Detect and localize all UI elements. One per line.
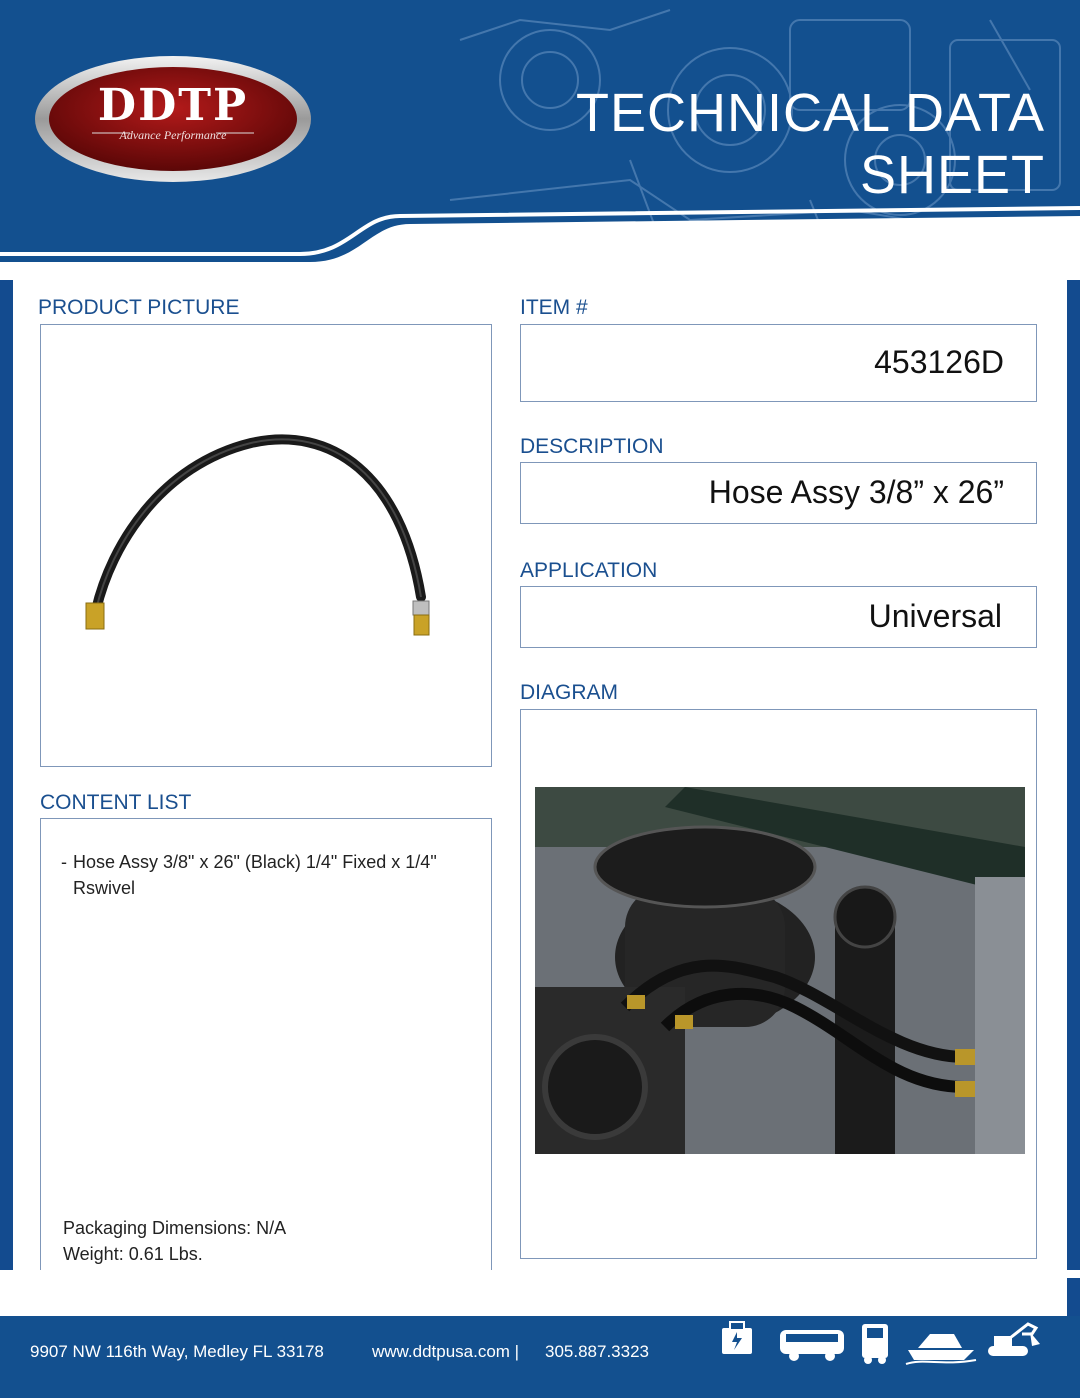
diagram-label: DIAGRAM — [520, 681, 619, 704]
content-list-label: CONTENT LIST — [40, 791, 192, 814]
application-label: APPLICATION — [520, 559, 658, 582]
content-list-box — [40, 818, 492, 1292]
bus-icon — [780, 1330, 844, 1361]
footer-address: 9907 NW 116th Way, Medley FL 33178 — [30, 1342, 324, 1361]
application-box — [520, 586, 1037, 648]
footer-icons — [718, 1320, 1048, 1366]
hose-product-image — [41, 325, 491, 765]
description-value: Hose Assy 3/8” x 26” — [708, 473, 1004, 510]
footer-phone: 305.887.3323 — [545, 1342, 649, 1361]
yacht-icon — [906, 1334, 976, 1364]
description-box — [520, 462, 1037, 524]
item-number-value: 453126D — [874, 343, 1004, 380]
excavator-icon — [988, 1324, 1040, 1356]
product-picture-label: PRODUCT PICTURE — [38, 296, 240, 319]
logo-text: DDTP — [97, 80, 249, 131]
product-picture-box — [40, 324, 492, 767]
logo-tagline: Advance Performance — [119, 128, 227, 142]
page-title: TECHNICAL DATA SHEET — [575, 83, 1045, 205]
weight: Weight: 0.61 Lbs. — [63, 1244, 203, 1264]
diagram-photo — [535, 787, 1025, 1154]
list-item: - Hose Assy 3/8" x 26" (Black) 1/4" Fixed x 1/4" Rswivel — [61, 852, 437, 898]
generator-icon — [722, 1322, 752, 1354]
footer-website[interactable]: www.ddtpusa.com | — [372, 1342, 520, 1361]
application-value: Universal — [868, 597, 1002, 634]
packaging-dimensions: Packaging Dimensions: N/A — [63, 1218, 287, 1238]
item-number-label: ITEM # — [520, 296, 588, 319]
item-number-box — [520, 324, 1037, 402]
description-label: DESCRIPTION — [520, 435, 664, 458]
truck-icon — [862, 1324, 888, 1364]
diagram-box — [520, 709, 1037, 1259]
